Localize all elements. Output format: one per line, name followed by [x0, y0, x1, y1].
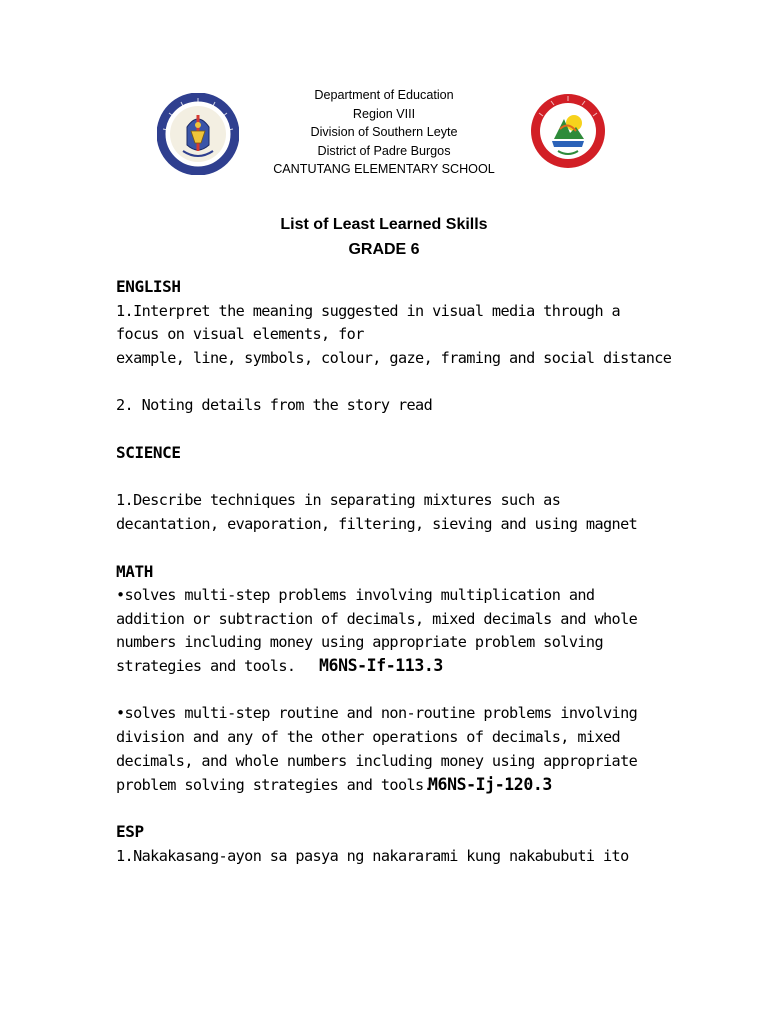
- math-bullet-2-line-4: problem solving strategies and tools.: [116, 776, 433, 794]
- math-heading: MATH: [116, 562, 153, 581]
- letterhead-school: CANTUTANG ELEMENTARY SCHOOL: [273, 162, 495, 176]
- english-item-1-line-2: focus on visual elements, for: [116, 325, 364, 343]
- math-bullet-1-line-3: numbers including money using appropriate problem solving: [116, 633, 603, 651]
- science-item-1-line-2: decantation, evaporation, filtering, sieving and using magnet: [116, 515, 638, 533]
- english-item-1-line-1: 1.Interpret the meaning suggested in visual media through a: [116, 302, 621, 320]
- deped-seal-icon: [157, 93, 239, 175]
- letterhead-division: Division of Southern Leyte: [310, 125, 458, 139]
- english-item-2: 2. Noting details from the story read: [116, 396, 433, 414]
- math-bullet-1-line-4: strategies and tools.: [116, 657, 296, 675]
- letterhead-department: Department of Education: [314, 88, 454, 102]
- english-heading: ENGLISH: [116, 277, 181, 296]
- division-southern-leyte-seal-icon: [530, 93, 606, 169]
- esp-item-1: 1.Nakakasang-ayon sa pasya ng nakararami kung nakabubuti ito: [116, 847, 629, 865]
- math-bullet-2-line-1: •solves multi-step routine and non-routine problems involving: [116, 704, 638, 722]
- math-bullet-1-code: M6NS-If-113.3: [319, 656, 443, 675]
- math-bullet-2-line-2: division and any of the other operations of decimals, mixed: [116, 728, 621, 746]
- math-bullet-2-code: M6NS-Ij-120.3: [428, 775, 552, 794]
- science-item-1-line-1: 1.Describe techniques in separating mixtures such as: [116, 491, 561, 509]
- esp-heading: ESP: [116, 822, 144, 841]
- science-heading: SCIENCE: [116, 443, 181, 462]
- math-bullet-1-line-1: •solves multi-step problems involving multiplication and: [116, 586, 595, 604]
- document-title: [200, 212, 568, 262]
- english-item-1-line-3: example, line, symbols, colour, gaze, framing and social distance: [116, 349, 672, 367]
- math-bullet-2-line-3: decimals, and whole numbers including money using appropriate: [116, 752, 638, 770]
- letterhead-district: District of Padre Burgos: [317, 143, 451, 158]
- math-bullet-1-line-2: addition or subtraction of decimals, mixed decimals and whole: [116, 610, 638, 628]
- title-line-2: GRADE 6: [348, 241, 420, 258]
- letterhead-region: Region VIII: [352, 106, 416, 121]
- letterhead: [230, 86, 538, 179]
- title-line-1: List of Least Learned Skills: [280, 216, 488, 233]
